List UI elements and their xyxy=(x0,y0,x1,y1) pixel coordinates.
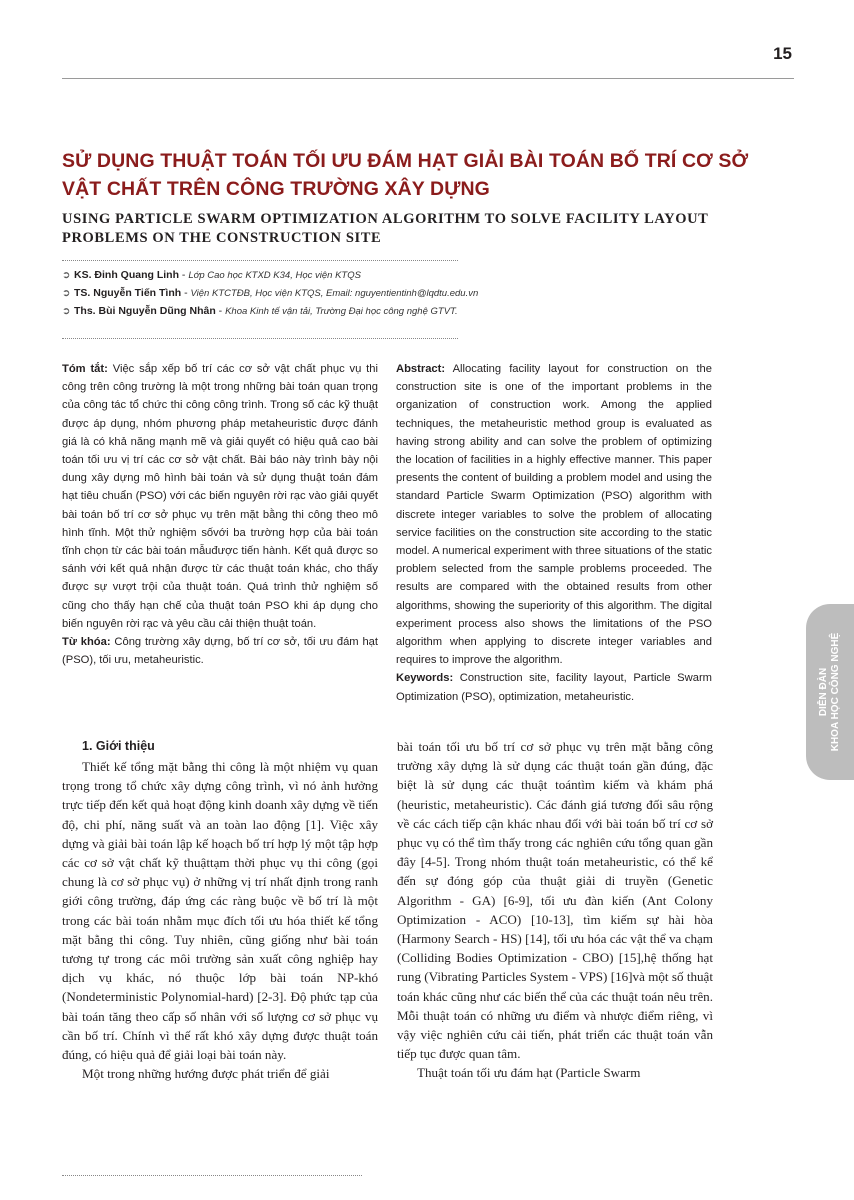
authors-bottom-rule xyxy=(62,338,458,339)
author-affiliation: Viện KTCTĐB, Học viện KTQS, Email: nguyentientinh@lqdtu.edu.vn xyxy=(190,288,479,299)
body-paragraph: Thuật toán tối ưu đám hạt (Particle Swarm xyxy=(417,1065,641,1081)
keywords-en-label: Keywords: xyxy=(396,672,454,685)
side-tab-label xyxy=(818,633,842,752)
author-separator: - xyxy=(215,305,226,317)
author-entry xyxy=(62,284,622,302)
section-heading: 1. Giới thiệu xyxy=(82,739,155,753)
title-vietnamese xyxy=(62,147,782,203)
abstract-vi-label: Tóm tắt: xyxy=(62,363,108,375)
keywords-vietnamese xyxy=(62,633,378,669)
side-tab-line-2: KHOA HỌC CÔNG NGHỆ xyxy=(830,632,841,752)
abstract-english xyxy=(396,360,712,706)
author-entry xyxy=(62,302,622,320)
keywords-vi-text: Công trường xây dựng, bố trí cơ sở, tối ưu đám hạt (PSO), tối ưu, metaheuristic. xyxy=(62,636,378,667)
author-name: TS. Nguyễn Tiến Tình xyxy=(74,287,182,299)
abstract-vi-text: Việc sắp xếp bố trí các cơ sở vật chất phục vụ thi công trên công trường là một trong những bài toán quan trọng của công tác tổ chức thi công công trình. Trong số các kỹ thuật được áp dụng, nhóm phương pháp metaheuristic được đánh giá là có khả năng mạnh mẽ và giải quyết có hiệu quả cao bài toán tối ưu vị trí các cơ sở vật chất. Bài báo này trình bày nội dung xây dựng mô hình bài toán và sử dụng thuật toán đám hạt tiêu chuẩn (PSO) với các biến nguyên rời rạc vào giải quyết bài toán bố trí cơ sở phục vụ trên mặt bằng thi công theo mô hình tĩnh. Một thử nghiệm sốvới ba trường hợp của bài toán tĩnh chọn từ các bài toán mẫuđược tiến hành. Kết quả được so sánh với kết quả nhận được từ các thuật toán khác, cho thấy được sự vượt trội của thuật toán. Quá trình thử nghiệm số cũng cho thấy hạn chế của thuật toán PSO khi áp dụng cho biến nguyên rời rạc và yêu cầu cải thiện thuật toán. xyxy=(62,363,378,630)
keywords-english xyxy=(396,669,712,705)
arrow-bullet-icon: ➲ xyxy=(62,270,71,281)
arrow-bullet-icon: ➲ xyxy=(62,306,71,317)
body-paragraph: Thiết kế tổng mặt bằng thi công là một nhiệm vụ quan trọng trong tổ chức xây dựng công trình, vì nó ảnh hưởng trực tiếp đến kết quả hoạt động kinh doanh xây dựng về tiến độ, chi phí, năng suất và an toàn lao động [1]. Việc xây dựng và giải bài toán lập kế hoạch bố trí hợp lý một tập hợp các cơ sở vật chất kỹ thuậttạm thời phục vụ thi công (gọi chung là cơ sở phục vụ) ở những vị trí nhất định trong ranh giới công trường, đáp ứng các ràng buộc về bố trí là một trong các bài toán nhằm mục đích tối ưu hóa thiết kế tổng mặt bằng thi công. Tuy nhiên, cũng giống như bài toán tương tự trong các môi trường sản xuất công nghiệp hay dịch vụ khác, nó thuộc lớp bài toán NP-khó (Nondeterministic Polynomial-hard) [2-3]. Độ phức tạp của bài toán tăng theo cấp số nhân với số lượng cơ sở phục vụ cần bố trí. Chính vì thế rất khó xây dựng được thuật toán đúng, có hiệu quả để giải loại bài toán này. xyxy=(62,759,378,1063)
author-entry xyxy=(62,266,622,284)
arrow-bullet-icon: ➲ xyxy=(62,288,71,299)
body-column-right xyxy=(397,737,713,1083)
title-english xyxy=(62,210,782,248)
body-column-left xyxy=(62,737,378,1083)
footer-rule xyxy=(62,1175,362,1176)
title-en-line-1: USING PARTICLE SWARM OPTIMIZATION ALGORITHM TO SOLVE FACILITY LAYOUT xyxy=(62,211,709,227)
title-vi-line-2: VẬT CHẤT TRÊN CÔNG TRƯỜNG XÂY DỰNG xyxy=(62,178,490,200)
body-paragraph: bài toán tối ưu bố trí cơ sở phục vụ trên mặt bằng công trường xây dựng là sử dụng các thuật toán gần đúng, đặc biệt là sử dụng các thuật toántìm kiếm và khám phá (heuristic, metaheuristic). Các đánh giá tương đối sâu rộng về các cách tiếp cận khác nhau đối với bài toán bố trí cơ sở phục vụ có thể tìm thấy trong các nghiên cứu tổng quan gần đây [4-5]. Trong nhóm thuật toán metaheuristic, có thể kể đến sự đóng góp của thuật giải di truyền (Genetic Algorithm - GA) [6-9], tối ưu đàn kiến (Ant Colony Optimization - ACO) [10-13], tìm kiếm sự hài hòa (Harmony Search - HS) [14], tối ưu hóa các vật thể va chạm (Colliding Bodies Optimization - CBO) [15],hệ thống hạt rung (Vibrating Particles System - VPS) [16]và một số thuật toán khác cũng như các biến thể của các thuật toán nêu trên. Mỗi thuật toán có những ưu điểm và nhược điểm riêng, vì vậy việc nghiên cứu cải tiến, phát triển các thuật toán vẫn tiếp tục được quan tâm. xyxy=(397,739,713,1062)
title-vi-line-1: SỬ DỤNG THUẬT TOÁN TỐI ƯU ĐÁM HẠT GIẢI BÀI TOÁN BỐ TRÍ CƠ SỞ xyxy=(62,150,749,172)
keywords-en-text: Construction site, facility layout, Particle Swarm Optimization (PSO), optimization, metaheuristic. xyxy=(396,672,712,703)
page-number: 15 xyxy=(773,44,792,63)
keywords-vi-label: Từ khóa: xyxy=(62,636,111,649)
authors-top-rule xyxy=(62,260,458,261)
abstract-vi-body xyxy=(62,360,378,633)
side-tab-line-1: DIỄN ĐÀN xyxy=(818,667,829,717)
abstract-en-text: Allocating facility layout for construction on the construction site is one of the important problems in the organization of construction work. Among the applied techniques, the metaheuristic method group is evaluated as having strong ability and can solve the problem of optimizing the location of facilities in a highly effective manner. This paper presents the content of building a problem model and using the standard Particle Swarm Optimization (PSO) algorithm with discrete integer variables to solve the problem of allocating service facilities on the construction site according to the static model. A numerical experiment with three situations of the static problem selected from the sample problems proceeded. The results are compared with the obtained results from other algorithms, showing the superiority of this algorithm. The digital experiment process also shows the limitations of the PSO algorithm when applying to discrete integer variables and requires to improve the algorithm. xyxy=(396,363,712,667)
header-rule xyxy=(62,78,794,79)
author-affiliation: Khoa Kinh tế vận tải, Trường Đại học công nghệ GTVT. xyxy=(225,306,458,317)
author-affiliation: Lớp Cao học KTXD K34, Học viện KTQS xyxy=(188,270,361,281)
title-en-line-2: PROBLEMS ON THE CONSTRUCTION SITE xyxy=(62,230,382,246)
abstract-vietnamese xyxy=(62,360,378,669)
author-separator: - xyxy=(179,269,189,281)
author-name: KS. Đinh Quang Linh xyxy=(74,269,179,281)
author-separator: - xyxy=(181,287,191,299)
body-paragraph: Một trong những hướng được phát triển để giải xyxy=(82,1066,330,1082)
author-list xyxy=(62,266,622,320)
abstract-en-body xyxy=(396,360,712,669)
abstract-en-label: Abstract: xyxy=(396,363,446,375)
author-name: Ths. Bùi Nguyễn Dũng Nhân xyxy=(74,305,216,317)
section-side-tab xyxy=(806,604,854,780)
